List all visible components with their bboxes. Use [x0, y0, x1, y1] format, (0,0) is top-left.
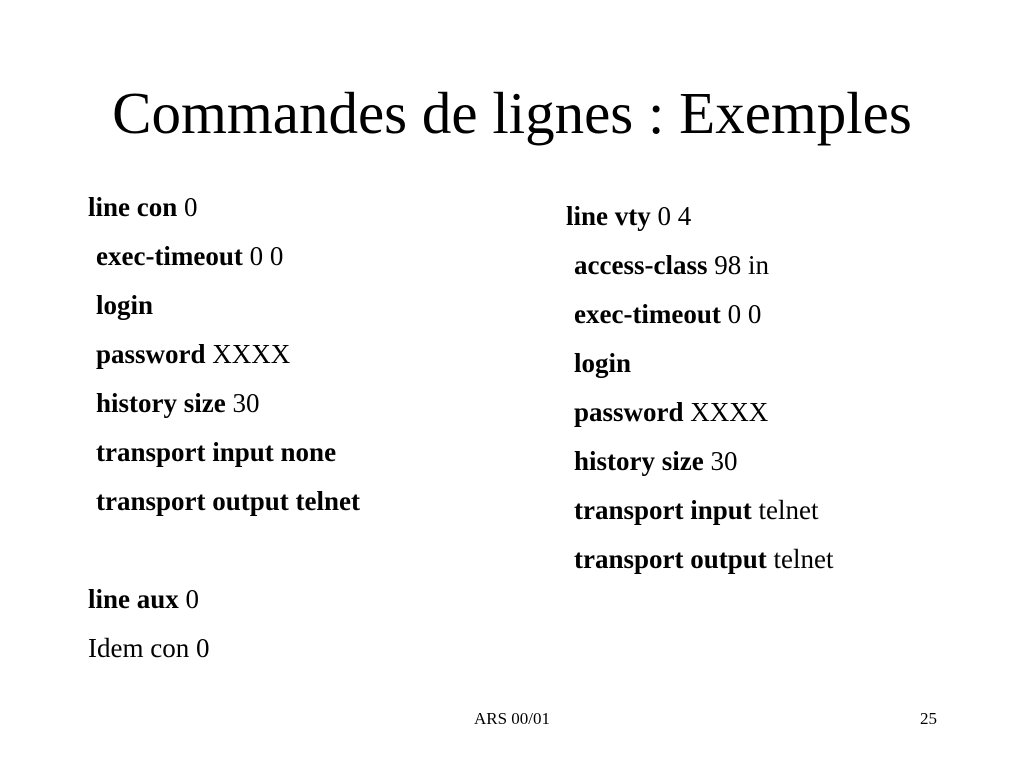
config-line: [566, 539, 834, 588]
blank-line: [88, 530, 360, 579]
config-line: [88, 628, 360, 677]
config-value: telnet: [766, 544, 834, 574]
config-keyword: password: [96, 339, 206, 369]
slide-title: Commandes de lignes : Exemples: [112, 80, 912, 146]
config-keyword: transport input none: [96, 437, 337, 467]
config-value: 30: [225, 388, 260, 418]
config-line: [566, 196, 834, 245]
config-keyword: login: [574, 348, 632, 378]
config-line: [88, 236, 360, 285]
config-keyword: access-class: [574, 250, 708, 280]
config-keyword: transport input: [574, 495, 752, 525]
config-keyword: transport output telnet: [96, 486, 360, 516]
config-keyword: transport output: [574, 544, 767, 574]
config-value: 98 in: [707, 250, 769, 280]
config-keyword: exec-timeout: [574, 299, 721, 329]
config-value: 0: [178, 584, 200, 614]
config-keyword: password: [574, 397, 684, 427]
config-value: XXXX: [205, 339, 291, 369]
config-keyword: line aux: [88, 584, 179, 614]
config-line: [88, 432, 360, 481]
config-line: [88, 481, 360, 530]
left-config-block: [88, 187, 360, 677]
config-keyword: history size: [96, 388, 226, 418]
config-value: Idem con 0: [88, 633, 210, 663]
config-line: [566, 441, 834, 490]
config-value: 0 0: [720, 299, 762, 329]
config-value: 0 0: [242, 241, 284, 271]
config-keyword: history size: [574, 446, 704, 476]
config-keyword: line vty: [566, 201, 651, 231]
config-line: [88, 383, 360, 432]
config-line: [566, 392, 834, 441]
config-line: [88, 187, 360, 236]
config-keyword: exec-timeout: [96, 241, 243, 271]
config-line: [566, 294, 834, 343]
config-value: 0: [177, 192, 198, 222]
config-line: [566, 245, 834, 294]
footer-course-label: ARS 00/01: [473, 709, 551, 728]
config-keyword: login: [96, 290, 154, 320]
config-line: [566, 343, 834, 392]
config-line: [88, 334, 360, 383]
config-keyword: line con: [88, 192, 178, 222]
config-value: XXXX: [683, 397, 769, 427]
config-line: [88, 579, 360, 628]
config-value: 30: [703, 446, 738, 476]
page-number: 25: [920, 709, 937, 728]
config-value: 0 4: [650, 201, 692, 231]
right-config-block: [566, 196, 834, 588]
config-value: telnet: [751, 495, 819, 525]
config-line: [566, 490, 834, 539]
config-line: [88, 285, 360, 334]
